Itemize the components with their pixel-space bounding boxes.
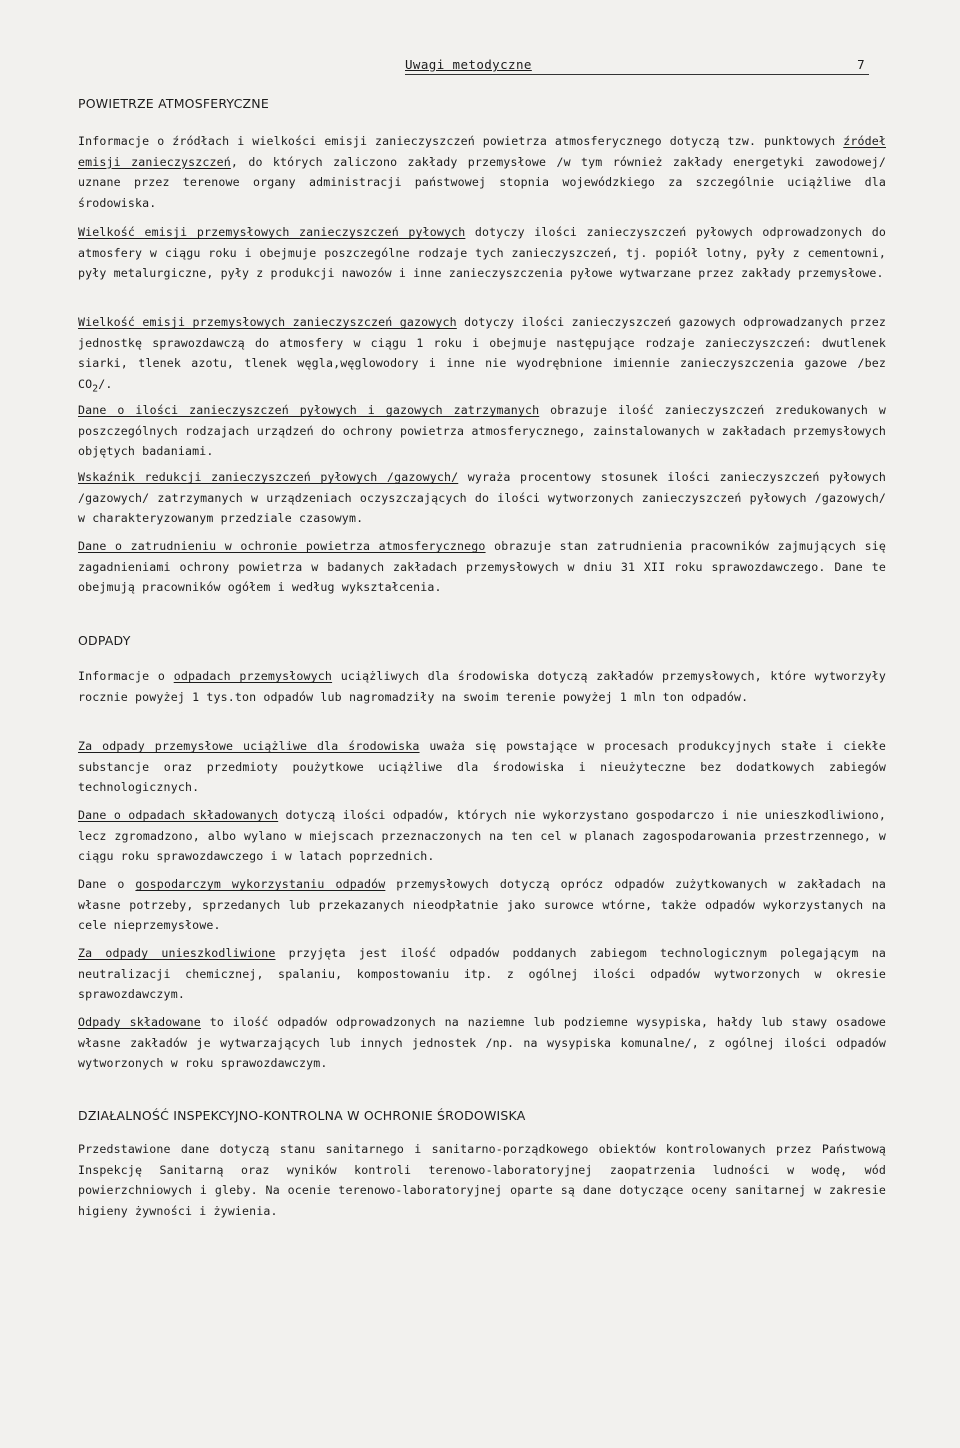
- term-retained-pollutants: Dane o ilości zanieczyszczeń pyłowych i gazowych zatrzymanych: [78, 403, 540, 417]
- paragraph-text: Przedstawione dane dotyczą stanu sanitarnego i sanitarno-porządkowego obiektów kontrolowanych przez Państwową Inspekcję Sanitarną oraz wyników kontroli terenowo-laboratoryjnej zaopatrzenia ludności w wodę, wód powierzchniowych i gleby. Na ocenie terenowo-laboratoryjnej oparte są dane dotyczące oceny sanitarnej w zakresie higieny żywności i żywienia.: [78, 1142, 886, 1218]
- paragraph-air-employment: [78, 536, 886, 598]
- term-reduction-index: Wskaźnik redukcji zanieczyszczeń pyłowych /gazowych/: [78, 470, 459, 484]
- paragraph-waste-intro: [78, 666, 886, 707]
- paragraph-text: wyraża procentowy stosunek ilości zanieczyszczeń pyłowych /gazowych/ zatrzymanych w urządzeniach oczyszczających do ilości wytworzonych zanieczyszczeń pyłowych /gazowych/ w charakteryzowanym przedziale czasowym.: [78, 470, 887, 525]
- paragraph-text: Informacje o: [78, 669, 174, 683]
- paragraph-air-retained: [78, 400, 886, 462]
- paragraph-air-dust-emission: [78, 222, 886, 284]
- term-neutralized-waste: Za odpady unieszkodliwione: [78, 946, 276, 960]
- paragraph-air-gas-emission: [78, 312, 886, 399]
- paragraph-air-reduction: [78, 467, 886, 529]
- paragraph-text: przemysłowych dotyczą oprócz odpadów zużytkowanych w zakładach na własne potrzeby, sprzedanych lub przekazanych nieodpłatnie jako surowce wtórne, także odpadów wykorzystanych na cele nieprzemysłowe.: [78, 877, 886, 932]
- paragraph-waste-neutralized: [78, 943, 886, 1005]
- paragraph-waste-definition: [78, 736, 886, 798]
- section-heading-air: POWIETRZE ATMOSFERYCZNE: [78, 96, 269, 111]
- paragraph-text: obrazuje ilość zanieczyszczeń zredukowanych w poszczególnych rodzajach urządzeń do ochrony powietrza atmosferycznego, zainstalowanych w zakładach przemysłowych objętych badaniami.: [78, 403, 886, 458]
- paragraph-text: Informacje o źródłach i wielkości emisji zanieczyszczeń powietrza atmosferycznego dotyczą tzw. punktowych: [78, 134, 844, 148]
- section-heading-waste: ODPADY: [78, 633, 131, 648]
- section-heading-inspection: DZIAŁALNOŚĆ INSPEKCYJNO-KONTROLNA W OCHRONIE ŚRODOWISKA: [78, 1108, 526, 1123]
- term-gas-emission: Wielkość emisji przemysłowych zanieczyszczeń gazowych: [78, 315, 457, 329]
- term-industrial-waste: odpadach przemysłowych: [173, 669, 333, 683]
- term-emission-sources: źródeł emisji zanieczyszczeń: [78, 134, 886, 169]
- paragraph-text: uważa się powstające w procesach produkcyjnych stałe i ciekłe substancje oraz przedmioty poużytkowe uciążliwe dla środowiska i nieużyteczne bez dodatkowych zabiegów technologicznych.: [78, 739, 887, 794]
- term-waste-reuse: gospodarczym wykorzystaniu odpadów: [135, 877, 386, 891]
- paragraph-text: uciążliwych dla środowiska dotyczą zakładów przemysłowych, które wytworzyły rocznie powyżej 1 tys.ton odpadów lub nagromadziły na swoim terenie powyżej 1 mln ton odpadów.: [78, 669, 886, 704]
- term-landfill-waste: Odpady składowane: [78, 1015, 201, 1029]
- paragraph-inspection: [78, 1139, 886, 1221]
- term-dust-emission: Wielkość emisji przemysłowych zanieczyszczeń pyłowych: [78, 225, 466, 239]
- paragraph-text: dotyczy ilości zanieczyszczeń pyłowych odprowadzonych do atmosfery w ciągu roku i obejmuje poszczególne rodzaje tych zanieczyszczeń, tj. popiół lotny, pyły z cementowni, pyły metalurgiczne, pyły z produkcji nawozów i inne zanieczyszczenia pyłowe wytwarzane przez zakłady przemysłowe.: [78, 225, 886, 280]
- paragraph-waste-landfill: [78, 1012, 886, 1074]
- paragraph-waste-stored: [78, 805, 886, 867]
- header-rule: [405, 74, 869, 75]
- paragraph-text: obrazuje stan zatrudnienia pracowników zajmujących się zagadnieniami ochrony powietrza w badanych zakładach przemysłowych w dniu 31 XII roku sprawozdawczego. Dane te obejmują pracowników ogółem i według wykształcenia.: [78, 539, 886, 594]
- term-stored-waste-data: Dane o odpadach składowanych: [78, 808, 279, 822]
- paragraph-waste-reuse: [78, 874, 886, 936]
- paragraph-air-sources: [78, 131, 886, 213]
- term-employment: Dane o zatrudnieniu w ochronie powietrza atmosferycznego: [78, 539, 486, 553]
- page-number: 7: [857, 57, 865, 72]
- paragraph-text: dotyczy ilości zanieczyszczeń gazowych odprowadzanych przez jednostkę sprawozdawczą do atmosfery w ciągu 1 roku i obejmuje następujące rodzaje zanieczyszczeń: dwutlenek siarki, tlenek azotu, tlenek węgla,węglowodory i inne nie wyodrębnione imiennie zanieczyszczenia gazowe /bez CO: [78, 315, 886, 391]
- paragraph-text: to ilość odpadów odprowadzonych na naziemne lub podziemne wysypiska, hałdy lub stawy osadowe własne zakładów je wytwarzających lub innych jednostek /np. na wysypiska komunalne/, z ogólnej ilości odpadów wytworzonych w roku sprawozdawczym.: [78, 1015, 886, 1070]
- term-harmful-waste: Za odpady przemysłowe uciążliwe dla środowiska: [78, 739, 420, 753]
- paragraph-text: Dane o: [78, 877, 136, 891]
- paragraph-text: dotyczą ilości odpadów, których nie wykorzystano gospodarczo i nie unieszkodliwiono, lecz zgromadzono, albo wylano w miejscach przeznaczonych na ten cel w planach zagospodarowania przestrzennego, w ciągu roku sprawozdawczego i w latach poprzednich.: [78, 808, 886, 863]
- paragraph-text: /.: [98, 376, 113, 391]
- page-header: [405, 57, 865, 72]
- running-title: Uwagi metodyczne: [405, 57, 532, 72]
- paragraph-text: , do których zaliczono zakłady przemysłowe /w tym również zakłady energetyki zawodowej/ uznane przez terenowe organy administracji państwowej stopnia wojewódzkiego za szczególnie uciążliwe dla środowiska.: [78, 154, 887, 210]
- paragraph-text: przyjęta jest ilość odpadów poddanych zabiegom technologicznym polegającym na neutralizacji chemicznej, spalaniu, kompostowaniu itp. z ogólnej ilości odpadów wytworzonych w okresie sprawozdawczym.: [78, 946, 886, 1001]
- subscript: 2: [92, 382, 99, 394]
